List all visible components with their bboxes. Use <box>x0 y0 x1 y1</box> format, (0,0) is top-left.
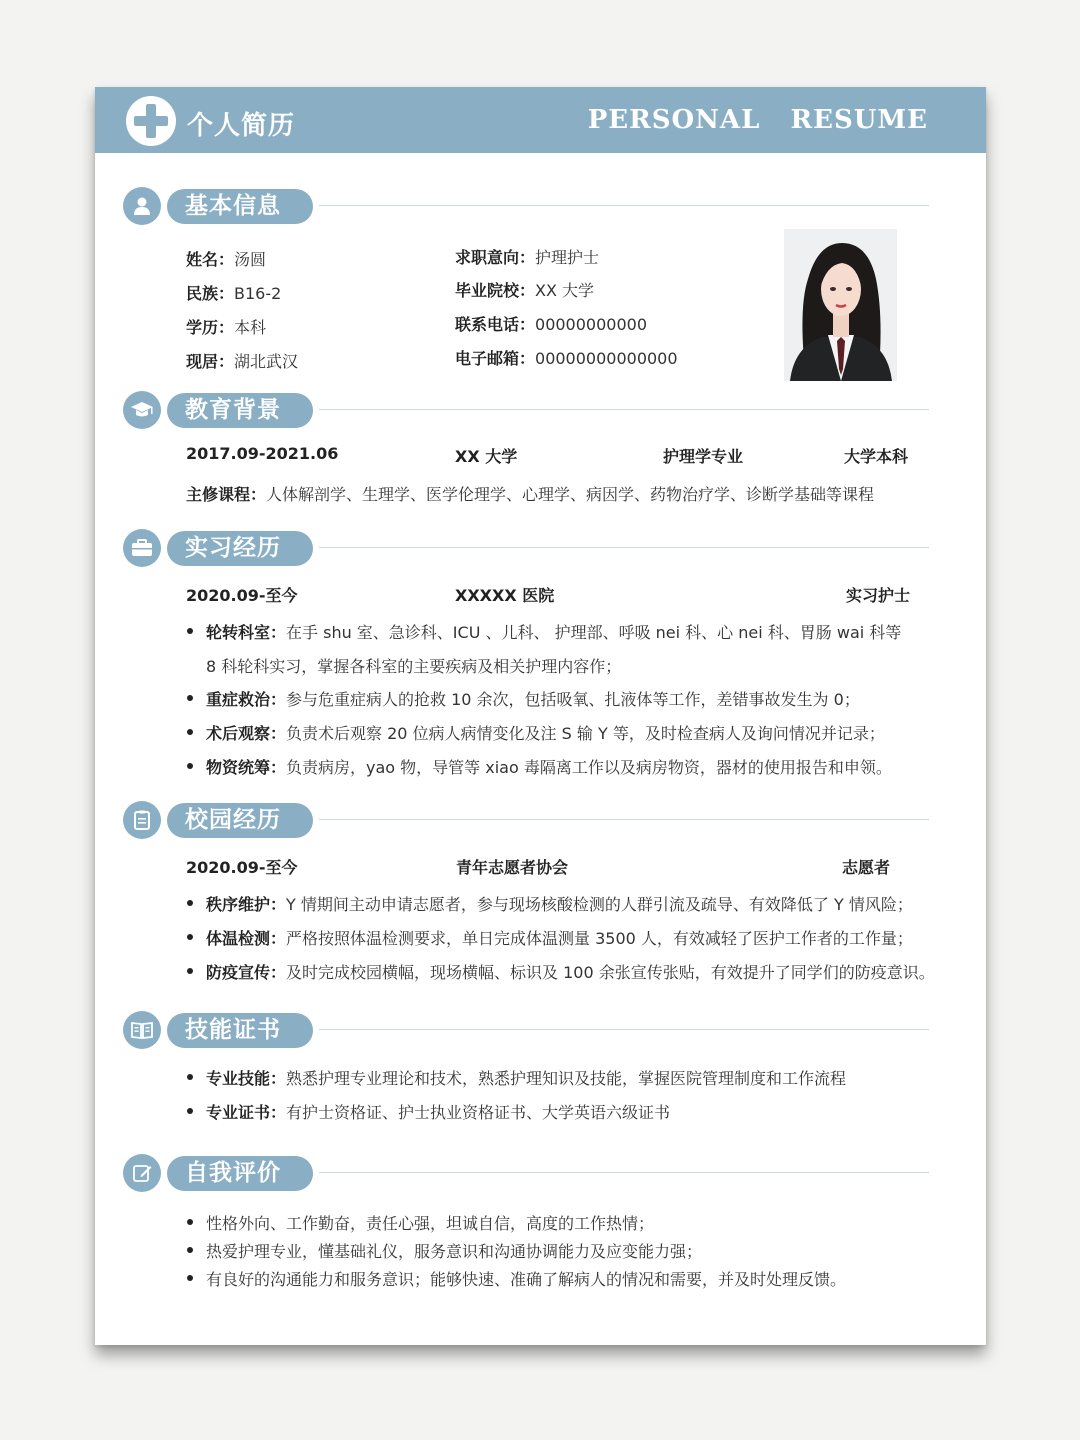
list-item: 专业技能：熟悉护理专业理论和技术，熟悉护理知识及技能，掌握医院管理制度和工作流程 <box>206 1069 847 1088</box>
bullet-dot <box>187 934 193 940</box>
bullet-dot <box>187 1074 193 1080</box>
section-campus <box>123 801 929 841</box>
campus-period: 2020.09-至今 <box>186 858 298 877</box>
section-divider <box>319 819 929 820</box>
bullet-dot <box>187 1219 193 1225</box>
list-item: 术后观察：负责术后观察 20 位病人病情变化及注 S 输 Y 等，及时检查病人及询问情况并记录； <box>206 724 885 743</box>
field-phone: 联系电话：00000000000 <box>455 315 647 334</box>
bullet-dot <box>187 763 193 769</box>
section-title: 校园经历 <box>167 803 313 838</box>
list-item: 体温检测：严格按照体温检测要求，单日完成体温测量 3500 人，有效减轻了医护工作者的工作量； <box>206 929 913 948</box>
graduation-cap-icon <box>123 391 161 429</box>
field-school: 毕业院校：XX 大学 <box>455 281 595 300</box>
section-title: 基本信息 <box>167 189 313 224</box>
resume-page <box>95 87 986 1345</box>
bullet-dot <box>187 1247 193 1253</box>
section-title: 技能证书 <box>167 1013 313 1048</box>
page-title: 个人简历 <box>187 111 296 141</box>
bullet-dot <box>187 900 193 906</box>
list-item: 秩序维护：Y 情期间主动申请志愿者，参与现场核酸检测的人群引流及疏导、有效降低了 Y 情风险； <box>206 895 913 914</box>
section-title: 实习经历 <box>167 531 313 566</box>
education-courses: 主修课程：人体解剖学、生理学、医学伦理学、心理学、病因学、药物治疗学、诊断学基础等课程 <box>186 485 875 504</box>
bullet-dot <box>187 1108 193 1114</box>
internship-period: 2020.09-至今 <box>186 586 298 605</box>
education-school: XX 大学 <box>455 447 518 466</box>
field-name: 姓名：汤圆 <box>186 250 267 269</box>
section-education <box>123 391 929 431</box>
campus-role: 志愿者 <box>842 858 891 877</box>
list-item: 轮转科室：在手 shu 室、急诊科、ICU 、儿科、 护理部、呼吸 nei 科、心 nei 科、胃肠 wai 科等 <box>206 623 902 642</box>
section-divider <box>319 1029 929 1030</box>
field-education: 学历：本科 <box>186 318 267 337</box>
internship-role: 实习护士 <box>846 586 911 605</box>
section-divider <box>319 205 929 206</box>
list-item: 物资统筹：负责病房，yao 物，导管等 xiao 毒隔离工作以及病房物资，器材的使用报告和申领。 <box>206 758 892 777</box>
section-divider <box>319 547 929 548</box>
section-title: 教育背景 <box>167 393 313 428</box>
section-divider <box>319 409 929 410</box>
education-major: 护理学专业 <box>663 447 744 466</box>
section-divider <box>319 1172 929 1173</box>
bullet-dot <box>187 1275 193 1281</box>
list-item: 性格外向、工作勤奋，责任心强，坦诚自信，高度的工作热情； <box>206 1214 655 1233</box>
field-email: 电子邮箱：00000000000000 <box>455 349 678 368</box>
edit-icon <box>123 1154 161 1192</box>
profile-photo <box>784 229 897 381</box>
section-title: 自我评价 <box>167 1156 313 1191</box>
bullet-dot <box>187 968 193 974</box>
clipboard-icon <box>123 801 161 839</box>
education-degree: 大学本科 <box>844 447 909 466</box>
list-item-continued: 8 科轮科实习，掌握各科室的主要疾病及相关护理内容作； <box>206 657 622 676</box>
list-item: 防疫宣传：及时完成校园横幅，现场横幅、标识及 100 余张宣传张贴，有效提升了同学们的防疫意识。 <box>206 963 935 982</box>
list-item: 重症救治：参与危重症病人的抢救 10 余次，包括吸氧、扎液体等工作，差错事故发生为 0； <box>206 690 860 709</box>
book-icon <box>123 1011 161 1049</box>
section-basic-info <box>123 187 929 227</box>
bullet-dot <box>187 695 193 701</box>
field-residence: 现居：湖北武汉 <box>186 352 299 371</box>
internship-org: XXXXX 医院 <box>455 586 555 605</box>
bullet-dot <box>187 729 193 735</box>
plus-icon <box>126 96 176 146</box>
briefcase-icon <box>123 529 161 567</box>
field-ethnic: 民族：B16-2 <box>186 284 282 303</box>
section-self-evaluation <box>123 1154 929 1194</box>
user-icon <box>123 187 161 225</box>
list-item: 有良好的沟通能力和服务意识；能够快速、准确了解病人的情况和需要，并及时处理反馈。 <box>206 1270 847 1289</box>
section-internship <box>123 529 929 569</box>
section-skills <box>123 1011 929 1051</box>
header-bar <box>95 87 986 153</box>
list-item: 热爱护理专业，懂基础礼仪，服务意识和沟通协调能力及应变能力强； <box>206 1242 703 1261</box>
education-period: 2017.09-2021.06 <box>186 444 339 463</box>
bullet-dot <box>187 628 193 634</box>
campus-org: 青年志愿者协会 <box>456 858 569 877</box>
list-item: 专业证书：有护士资格证、护士执业资格证书、大学英语六级证书 <box>206 1103 671 1122</box>
page-title-english: PERSONAL RESUME <box>587 105 928 135</box>
field-job-intention: 求职意向：护理护士 <box>455 248 600 267</box>
